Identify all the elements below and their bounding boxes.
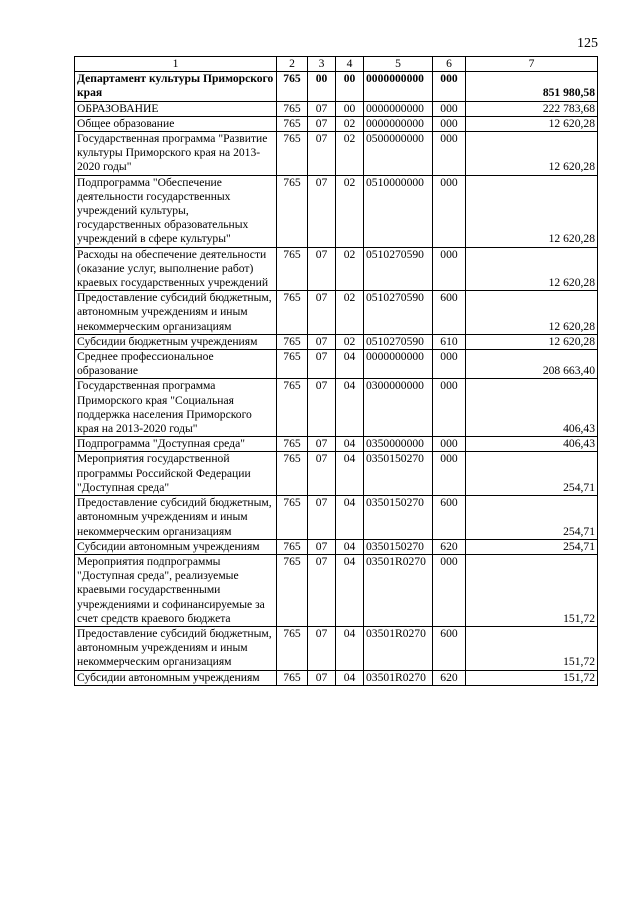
table-row [75, 626, 598, 670]
section-cell: 07 [308, 437, 336, 452]
expense-type-cell: 000 [433, 116, 466, 131]
column-header: 6 [433, 57, 466, 72]
expense-type-cell: 600 [433, 626, 466, 670]
amount-cell: 151,72 [466, 670, 598, 685]
target-article-cell: 03501R0270 [364, 626, 433, 670]
target-article-cell: 0350150270 [364, 539, 433, 554]
item-name-cell: Мероприятия государственной программы Российской Федерации "Доступная среда" [75, 452, 277, 496]
subsection-cell: 02 [336, 132, 364, 176]
table-row [75, 72, 598, 101]
target-article-cell: 0500000000 [364, 132, 433, 176]
target-article-cell: 0350150270 [364, 496, 433, 540]
table-row [75, 452, 598, 496]
target-article-cell: 0000000000 [364, 116, 433, 131]
item-name-cell: Общее образование [75, 116, 277, 131]
table-header-row [75, 57, 598, 72]
amount-cell: 12 620,28 [466, 247, 598, 291]
admin-code-cell: 765 [277, 116, 308, 131]
target-article-cell: 0510270590 [364, 334, 433, 349]
item-name-cell: Подпрограмма "Доступная среда" [75, 437, 277, 452]
target-article-cell: 0510000000 [364, 175, 433, 247]
section-cell: 07 [308, 132, 336, 176]
table-row [75, 101, 598, 116]
section-cell: 07 [308, 116, 336, 131]
column-header: 2 [277, 57, 308, 72]
target-article-cell: 0510270590 [364, 247, 433, 291]
admin-code-cell: 765 [277, 247, 308, 291]
item-name-cell: Государственная программа Приморского края "Социальная поддержка населения Приморского края на 2013-2020 годы" [75, 379, 277, 437]
amount-cell: 12 620,28 [466, 116, 598, 131]
section-cell: 07 [308, 334, 336, 349]
admin-code-cell: 765 [277, 554, 308, 626]
table-row [75, 116, 598, 131]
amount-cell: 254,71 [466, 452, 598, 496]
amount-cell: 12 620,28 [466, 334, 598, 349]
subsection-cell: 04 [336, 626, 364, 670]
item-name-cell: ОБРАЗОВАНИЕ [75, 101, 277, 116]
subsection-cell: 04 [336, 350, 364, 379]
table-row [75, 291, 598, 335]
expense-type-cell: 620 [433, 539, 466, 554]
amount-cell: 12 620,28 [466, 132, 598, 176]
subsection-cell: 02 [336, 334, 364, 349]
subsection-cell: 04 [336, 379, 364, 437]
table-row [75, 554, 598, 626]
expense-type-cell: 000 [433, 72, 466, 101]
expense-type-cell: 000 [433, 247, 466, 291]
section-cell: 07 [308, 350, 336, 379]
expense-type-cell: 000 [433, 452, 466, 496]
subsection-cell: 00 [336, 101, 364, 116]
column-header: 4 [336, 57, 364, 72]
item-name-cell: Субсидии автономным учреждениям [75, 539, 277, 554]
subsection-cell: 02 [336, 175, 364, 247]
subsection-cell: 04 [336, 452, 364, 496]
amount-cell: 254,71 [466, 539, 598, 554]
admin-code-cell: 765 [277, 626, 308, 670]
amount-cell: 151,72 [466, 554, 598, 626]
subsection-cell: 04 [336, 496, 364, 540]
admin-code-cell: 765 [277, 379, 308, 437]
table-row [75, 132, 598, 176]
expense-type-cell: 000 [433, 175, 466, 247]
admin-code-cell: 765 [277, 670, 308, 685]
item-name-cell: Подпрограмма "Обеспечение деятельности государственных учреждений культуры, государственных образовательных учреждений в сфере культуры" [75, 175, 277, 247]
admin-code-cell: 765 [277, 539, 308, 554]
target-article-cell: 0510270590 [364, 291, 433, 335]
section-cell: 07 [308, 539, 336, 554]
section-cell: 07 [308, 496, 336, 540]
item-name-cell: Предоставление субсидий бюджетным, автономным учреждениям и иным некоммерческим организациям [75, 626, 277, 670]
target-article-cell: 03501R0270 [364, 554, 433, 626]
subsection-cell: 02 [336, 116, 364, 131]
table-row [75, 350, 598, 379]
subsection-cell: 04 [336, 539, 364, 554]
table-row [75, 496, 598, 540]
admin-code-cell: 765 [277, 437, 308, 452]
admin-code-cell: 765 [277, 334, 308, 349]
section-cell: 07 [308, 670, 336, 685]
amount-cell: 406,43 [466, 379, 598, 437]
admin-code-cell: 765 [277, 72, 308, 101]
item-name-cell: Департамент культуры Приморского края [75, 72, 277, 101]
column-header: 3 [308, 57, 336, 72]
subsection-cell: 04 [336, 670, 364, 685]
amount-cell: 208 663,40 [466, 350, 598, 379]
amount-cell: 406,43 [466, 437, 598, 452]
section-cell: 07 [308, 626, 336, 670]
subsection-cell: 04 [336, 554, 364, 626]
section-cell: 07 [308, 101, 336, 116]
page-number: 125 [577, 36, 598, 51]
item-name-cell: Мероприятия подпрограммы "Доступная среда", реализуемые краевыми государственными учреждениями и софинансируемые за счет средств краевого бюджета [75, 554, 277, 626]
table-row [75, 670, 598, 685]
expense-type-cell: 600 [433, 291, 466, 335]
table-row [75, 175, 598, 247]
target-article-cell: 0000000000 [364, 72, 433, 101]
admin-code-cell: 765 [277, 350, 308, 379]
admin-code-cell: 765 [277, 101, 308, 116]
section-cell: 07 [308, 452, 336, 496]
expense-type-cell: 000 [433, 132, 466, 176]
item-name-cell: Предоставление субсидий бюджетным, автономным учреждениям и иным некоммерческим организациям [75, 496, 277, 540]
admin-code-cell: 765 [277, 175, 308, 247]
section-cell: 07 [308, 291, 336, 335]
section-cell: 07 [308, 247, 336, 291]
expense-type-cell: 000 [433, 379, 466, 437]
section-cell: 07 [308, 175, 336, 247]
table-row [75, 379, 598, 437]
subsection-cell: 02 [336, 291, 364, 335]
item-name-cell: Субсидии автономным учреждениям [75, 670, 277, 685]
admin-code-cell: 765 [277, 291, 308, 335]
column-header: 7 [466, 57, 598, 72]
admin-code-cell: 765 [277, 132, 308, 176]
section-cell: 07 [308, 554, 336, 626]
amount-cell: 222 783,68 [466, 101, 598, 116]
expense-type-cell: 000 [433, 554, 466, 626]
expense-type-cell: 620 [433, 670, 466, 685]
item-name-cell: Расходы на обеспечение деятельности (оказание услуг, выполнение работ) краевых государственных учреждений [75, 247, 277, 291]
subsection-cell: 00 [336, 72, 364, 101]
target-article-cell: 0000000000 [364, 101, 433, 116]
table-row [75, 247, 598, 291]
table-row [75, 437, 598, 452]
target-article-cell: 0300000000 [364, 379, 433, 437]
subsection-cell: 04 [336, 437, 364, 452]
expense-type-cell: 610 [433, 334, 466, 349]
item-name-cell: Субсидии бюджетным учреждениям [75, 334, 277, 349]
subsection-cell: 02 [336, 247, 364, 291]
target-article-cell: 03501R0270 [364, 670, 433, 685]
target-article-cell: 0000000000 [364, 350, 433, 379]
admin-code-cell: 765 [277, 452, 308, 496]
item-name-cell: Государственная программа "Развитие культуры Приморского края на 2013-2020 годы" [75, 132, 277, 176]
column-header: 1 [75, 57, 277, 72]
section-cell: 07 [308, 379, 336, 437]
column-header: 5 [364, 57, 433, 72]
expense-type-cell: 000 [433, 437, 466, 452]
expense-type-cell: 000 [433, 101, 466, 116]
section-cell: 00 [308, 72, 336, 101]
budget-table [74, 56, 598, 686]
item-name-cell: Предоставление субсидий бюджетным, автономным учреждениям и иным некоммерческим организациям [75, 291, 277, 335]
amount-cell: 254,71 [466, 496, 598, 540]
target-article-cell: 0350150270 [364, 452, 433, 496]
admin-code-cell: 765 [277, 496, 308, 540]
item-name-cell: Среднее профессиональное образование [75, 350, 277, 379]
amount-cell: 12 620,28 [466, 175, 598, 247]
table-row [75, 539, 598, 554]
amount-cell: 151,72 [466, 626, 598, 670]
expense-type-cell: 000 [433, 350, 466, 379]
amount-cell: 12 620,28 [466, 291, 598, 335]
table-row [75, 334, 598, 349]
amount-cell: 851 980,58 [466, 72, 598, 101]
target-article-cell: 0350000000 [364, 437, 433, 452]
expense-type-cell: 600 [433, 496, 466, 540]
